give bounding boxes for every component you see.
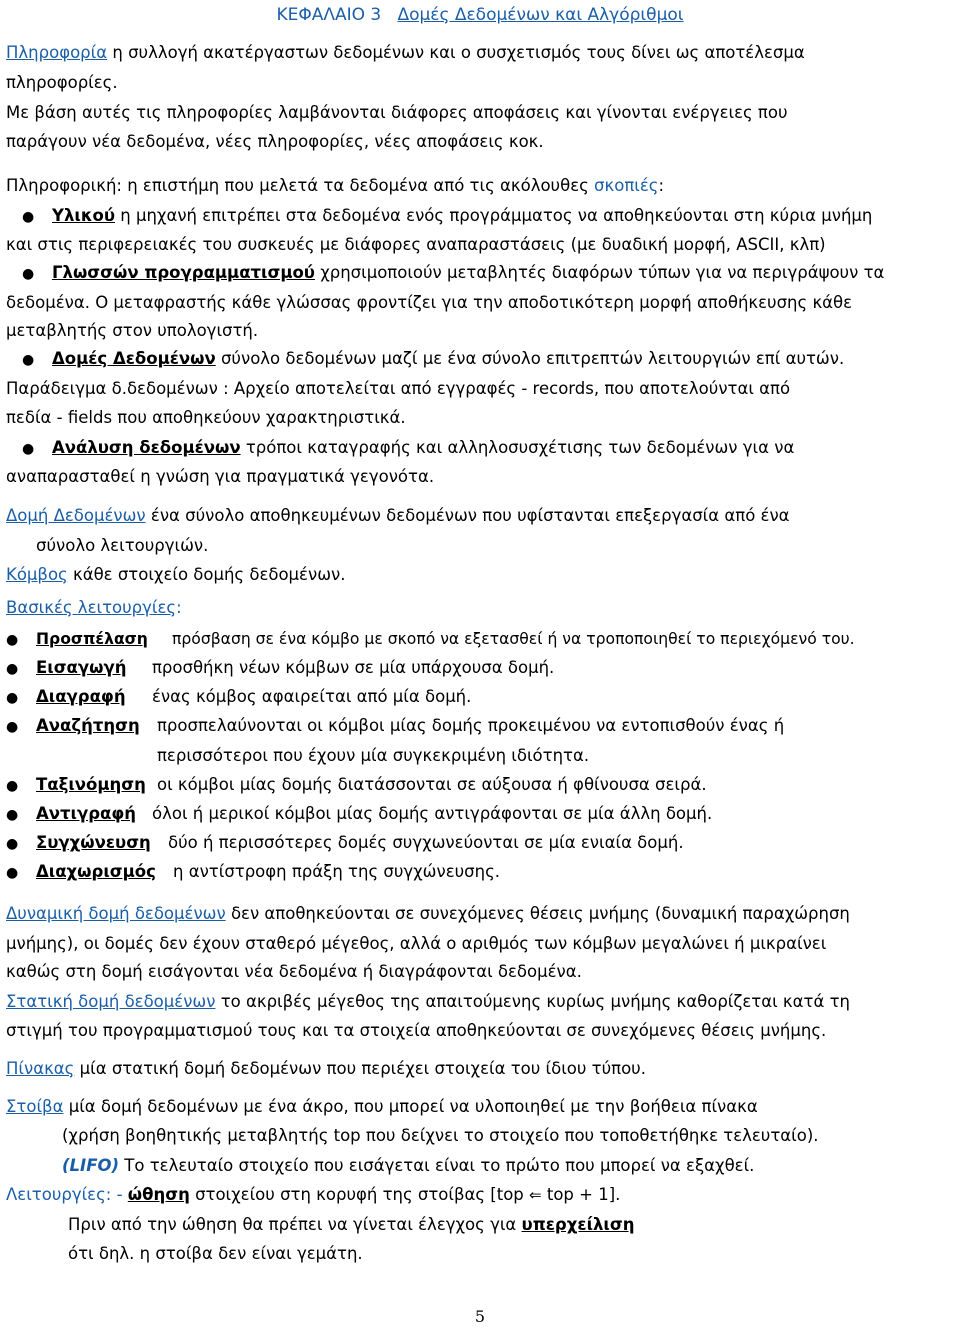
- chapter-title: Δομές Δεδομένων και Αλγόριθμοι: [397, 5, 684, 25]
- informatics-bullet-3: [52, 348, 844, 370]
- informatics-bullet-4: [52, 437, 794, 459]
- colon: :: [176, 598, 182, 617]
- informatics-bullet-2-l2: δεδομένα. Ο μεταφραστής κάθε γλώσσας φροντίζει για την αποδοτικότερη μορφή αποθήκευσης κάθε: [6, 293, 853, 312]
- informatics-bullet-2: [52, 262, 884, 284]
- dynamic-text: δεν αποθηκεύονται σε συνεχόμενες θέσεις μνήμης (δυναμική παραχώρηση: [225, 904, 850, 923]
- op-desc: προσπελαύνονται οι κόμβοι μίας δομής προκειμένου να εντοπισθούν ένας ή: [157, 716, 785, 735]
- term-dynamic-ds: Δυναμική δομή δεδομένων: [6, 904, 226, 923]
- b4-text: τρόποι καταγραφής και αλληλοσυσχέτισης των δεδομένων για να: [240, 438, 795, 457]
- term-stack: Στοίβα: [6, 1097, 64, 1116]
- intro-text-1: η συλλογή ακατέργαστων δεδομένων και ο συσχετισμός τους δίνει ως αποτέλεσμα: [107, 43, 805, 62]
- stack-ops-line: [6, 1184, 620, 1206]
- informatics-bullet-3-l2: Παράδειγμα δ.δεδομένων : Αρχείο αποτελείται από εγγραφές - records, που αποτελούνται από: [6, 379, 791, 398]
- op-term: Αντιγραφή: [36, 804, 137, 823]
- dynamic-line-1: [6, 903, 850, 925]
- op-desc: οι κόμβοι μίας δομής διατάσσονται σε αύξουσα ή φθίνουσα σειρά.: [157, 775, 707, 794]
- lifo-text: Το τελευταίο στοιχείο που εισάγεται είναι το πρώτο που μπορεί να εξαχθεί.: [119, 1156, 755, 1175]
- array-text: μία στατική δομή δεδομένων που περιέχει στοιχεία του ίδιου τύπου.: [74, 1059, 646, 1078]
- bullet-icon: ●: [6, 778, 19, 794]
- op-term: Εισαγωγή: [36, 658, 127, 677]
- chapter-prefix: ΚΕΦΑΛΑΙΟ 3: [276, 5, 382, 25]
- term-data-structures: Δομές Δεδομένων: [52, 349, 216, 368]
- static-line-2: στιγμή του προγραμματισμού τους και τα στοιχεία αποθηκεύονται σε συνεχόμενες θέσεις μνήμης.: [6, 1021, 827, 1040]
- term-node: Κόμβος: [6, 565, 68, 584]
- stack-text: μία δομή δεδομένων με ένα άκρο, που μπορεί να υλοποιηθεί με την βοήθεια πίνακα: [63, 1097, 758, 1116]
- informatics-text: Πληροφορική: η επιστήμη που μελετά τα δεδομένα από τις ακόλουθες: [6, 176, 595, 195]
- node-line: [6, 564, 345, 586]
- bullet-icon: ●: [6, 661, 19, 677]
- term-array: Πίνακας: [6, 1059, 75, 1078]
- op-desc: η αντίστροφη πράξη της συγχώνευσης.: [173, 862, 501, 881]
- informatics-bullet-1: [52, 205, 872, 227]
- ds-line-2: σύνολο λειτουργιών.: [36, 536, 209, 555]
- push-text: στοιχείου στη κορυφή της στοίβας [top: [189, 1185, 530, 1204]
- op-term: Αναζήτηση: [36, 716, 140, 735]
- ops-heading-text: Βασικές λειτουργίες: [6, 598, 177, 617]
- bullet-icon: ●: [22, 266, 35, 282]
- op-term: Ταξινόμηση: [36, 775, 146, 794]
- op-term: Διαγραφή: [36, 687, 126, 706]
- term-data-analysis: Ανάλυση δεδομένων: [52, 438, 241, 457]
- colon: :: [658, 176, 665, 195]
- op-term: Προσπέλαση: [36, 630, 148, 648]
- dynamic-line-3: καθώς στη δομή εισάγονται νέα δεδομένα ή διαγράφονται δεδομένα.: [6, 962, 582, 981]
- check-text: Πριν από την ώθηση θα πρέπει να γίνεται έλεγχος για: [68, 1215, 522, 1234]
- dynamic-line-2: μνήμης), οι δομές δεν έχουν σταθερό μέγεθος, αλλά ο αριθμός των κόμβων μεγαλώνει ή μικραίνει: [6, 934, 827, 953]
- stack-line-2: (χρήση βοηθητικής μεταβλητής top που δείχνει το στοιχείο που τοποθετήθηκε τελευταίο).: [62, 1126, 819, 1145]
- stack-check-line: [68, 1214, 634, 1236]
- op-item: [36, 715, 140, 737]
- term-push: ώθηση: [127, 1185, 190, 1204]
- informatics-bullet-2-l3: μεταβλητής στον υπολογιστή.: [6, 321, 259, 340]
- term-data-structure: Δομή Δεδομένων: [6, 506, 146, 525]
- term-static-ds: Στατική δομή δεδομένων: [6, 992, 216, 1011]
- stack-line-3: [62, 1155, 754, 1177]
- intro-line-3: Με βάση αυτές τις πληροφορίες λαμβάνονται διάφορες αποφάσεις και γίνονται ενέργειες που: [6, 103, 788, 122]
- term-viewpoints: σκοπιές: [594, 176, 659, 195]
- push-text-end: top + 1].: [541, 1185, 621, 1204]
- static-text: το ακριβές μέγεθος της απαιτούμενης κυρίως μνήμης καθορίζεται κατά τη: [215, 992, 850, 1011]
- op-item: [36, 832, 151, 854]
- bullet-icon: ●: [6, 807, 19, 823]
- term-information: Πληροφορία: [6, 43, 108, 62]
- informatics-bullet-3-l3: πεδία - fields που αποθηκεύουν χαρακτηριστικά.: [6, 408, 406, 427]
- stack-line-1: [6, 1096, 758, 1118]
- stack-ops-label: Λειτουργίες: -: [6, 1185, 128, 1204]
- bullet-icon: ●: [6, 865, 19, 881]
- stack-check-line-2: ότι δηλ. η στοίβα δεν είναι γεμάτη.: [68, 1244, 363, 1263]
- informatics-bullet-4-l2: αναπαρασταθεί η γνώση για πραγματικά γεγονότα.: [6, 467, 435, 486]
- bullet-icon: ●: [6, 632, 19, 648]
- op-desc: προσθήκη νέων κόμβων σε μία υπάρχουσα δομή.: [152, 658, 555, 677]
- term-hardware: Υλικού: [52, 206, 116, 225]
- op-item: [36, 686, 126, 708]
- informatics-bullet-1-l2: και στις περιφερειακές του συσκευές με διάφορες αναπαραστάσεις (με δυαδική μορφή, ASCII, κλπ): [6, 235, 826, 254]
- op-desc-l2: περισσότεροι που έχουν μία συγκεκριμένη ιδιότητα.: [157, 746, 590, 765]
- op-desc: δύο ή περισσότερες δομές συγχωνεύονται σε μία ενιαία δομή.: [168, 833, 684, 852]
- op-item: [36, 861, 156, 883]
- op-item: [36, 774, 146, 796]
- array-line: [6, 1058, 646, 1080]
- chapter-heading: [0, 4, 960, 26]
- bullet-icon: ●: [22, 209, 35, 225]
- bullet-icon: ●: [6, 836, 19, 852]
- op-desc: πρόσβαση σε ένα κόμβο με σκοπό να εξετασθεί ή να τροποποιηθεί το περιεχόμενό του.: [172, 630, 855, 648]
- intro-line-2: πληροφορίες.: [6, 73, 118, 92]
- bullet-icon: ●: [22, 352, 35, 368]
- op-desc: ένας κόμβος αφαιρείται από μία δομή.: [152, 687, 472, 706]
- term-lifo: (LIFO): [62, 1156, 120, 1175]
- op-item: [36, 803, 136, 825]
- bullet-icon: ●: [6, 719, 19, 735]
- page-number: 5: [474, 1307, 486, 1326]
- op-term: Διαχωρισμός: [36, 862, 156, 881]
- op-item: [36, 657, 126, 679]
- op-item: [36, 628, 148, 650]
- intro-line-1: [6, 42, 805, 64]
- ops-heading: [6, 597, 182, 619]
- b3-text: σύνολο δεδομένων μαζί με ένα σύνολο επιτρεπτών λειτουργιών επί αυτών.: [215, 349, 845, 368]
- ds-text: ένα σύνολο αποθηκευμένων δεδομένων που υφίστανται επεξεργασία από ένα: [145, 506, 790, 525]
- left-arrow-icon: ⇐: [529, 1186, 542, 1204]
- ds-line-1: [6, 505, 790, 527]
- b1-text: η μηχανή επιτρέπει στα δεδομένα ενός προγράμματος να αποθηκεύονται στη κύρια μνήμη: [115, 206, 873, 225]
- b2-text: χρησιμοποιούν μεταβλητές διαφόρων τύπων για να περιγράψουν τα: [314, 263, 885, 282]
- op-term: Συγχώνευση: [36, 833, 151, 852]
- term-overflow: υπερχείλιση: [521, 1215, 635, 1234]
- bullet-icon: ●: [22, 441, 35, 457]
- static-line-1: [6, 991, 850, 1013]
- intro-line-4: παράγουν νέα δεδομένα, νέες πληροφορίες, νέες αποφάσεις κοκ.: [6, 132, 544, 151]
- term-languages: Γλωσσών προγραμματισμού: [52, 263, 315, 282]
- informatics-line: [6, 175, 664, 197]
- bullet-icon: ●: [6, 690, 19, 706]
- op-desc: όλοι ή μερικοί κόμβοι μίας δομής αντιγράφονται σε μία άλλη δομή.: [152, 804, 713, 823]
- node-text: κάθε στοιχείο δομής δεδομένων.: [67, 565, 346, 584]
